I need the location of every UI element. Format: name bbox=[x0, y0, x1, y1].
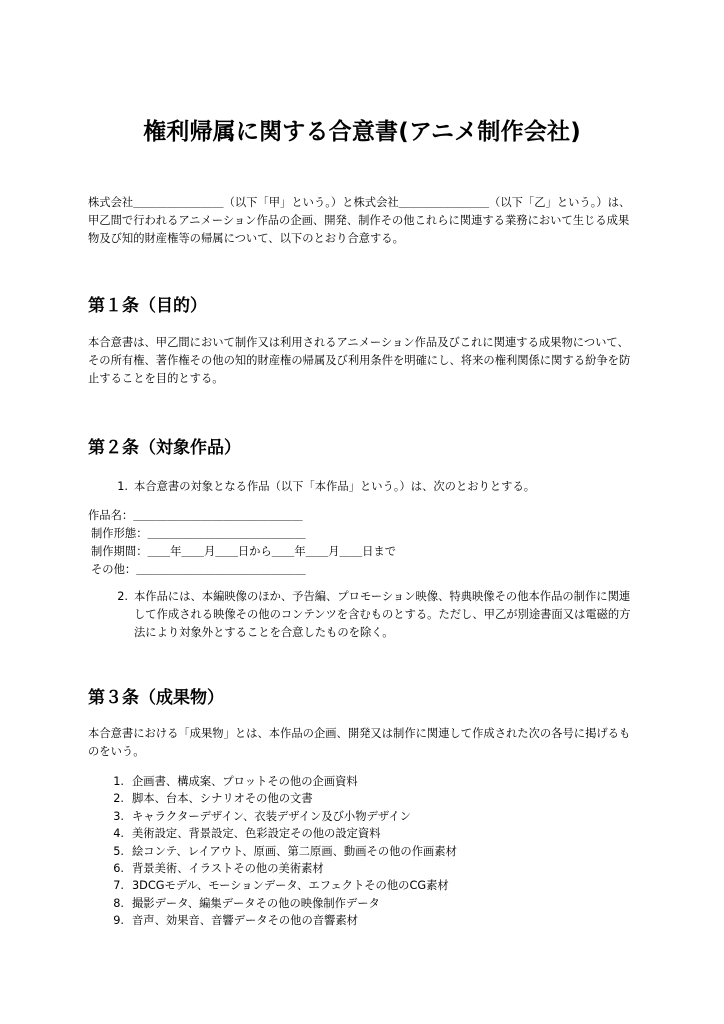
list-item-text: 音声、効果音、音響データその他の音響素材 bbox=[132, 914, 358, 928]
list-item-text: キャラクターデザイン、衣装デザイン及び小物デザイン bbox=[132, 809, 411, 823]
list-number: 1. bbox=[113, 775, 124, 788]
list-number: 2. bbox=[113, 792, 124, 806]
list-item bbox=[108, 808, 628, 825]
list-item bbox=[108, 825, 628, 842]
list-number: 7. bbox=[113, 879, 124, 893]
article-2-heading: 第２条（対象作品） bbox=[88, 438, 241, 458]
list-item bbox=[108, 895, 628, 912]
list-item-text: 3DCGモデル、モーションデータ、エフェクトその他のCG素材 bbox=[132, 879, 449, 893]
article-2-item-2 bbox=[108, 588, 640, 642]
document-title: 権利帰属に関する合意書(アニメ制作会社) bbox=[143, 119, 581, 145]
list-item-text: 脚本、台本、シナリオその他の文書 bbox=[132, 792, 313, 806]
preamble-paragraph: 株式会社＿＿＿＿＿＿＿＿（以下「甲」という。）と株式会社＿＿＿＿＿＿＿＿（以下「乙」という。）は、甲乙間で行われるアニメーション作品の企画、開発、制作その他これらに関連する業務において生じる成果物及び知的財産権等の帰属について、以下のとおり合意する。 bbox=[88, 196, 631, 245]
field-production-period: 制作期間：＿＿年＿＿月＿＿日から＿＿年＿＿月＿＿日まで bbox=[91, 545, 397, 558]
list-item bbox=[108, 912, 628, 929]
list-number: 3. bbox=[113, 809, 124, 823]
list-item bbox=[108, 773, 628, 790]
list-number: 4. bbox=[113, 827, 124, 841]
list-item bbox=[108, 843, 628, 860]
list-number: 1. bbox=[117, 480, 128, 493]
field-other: その他：＿＿＿＿＿＿＿＿＿＿＿＿＿＿＿ bbox=[91, 563, 306, 576]
article-3-heading: 第３条（成果物） bbox=[88, 688, 224, 708]
list-item bbox=[108, 877, 628, 894]
field-production-format: 制作形態：＿＿＿＿＿＿＿＿＿＿＿＿＿＿ bbox=[91, 527, 306, 540]
list-number: 2. bbox=[117, 590, 128, 603]
list-number: 8. bbox=[113, 896, 124, 910]
list-item-text: 背景美術、イラストその他の美術素材 bbox=[132, 861, 324, 875]
list-item-text: 撮影データ、編集データその他の映像制作データ bbox=[132, 896, 380, 910]
list-item-text: 企画書、構成案、プロットその他の企画資料 bbox=[132, 775, 358, 788]
article-1-body: 本合意書は、甲乙間において制作又は利用されるアニメーション作品及びこれに関連する成果物について、その所有権、著作権その他の知的財産権の帰属及び利用条件を明確にし、将来の権利関係に関する紛争を防止することを目的とする。 bbox=[88, 336, 631, 385]
field-work-title: 作品名：＿＿＿＿＿＿＿＿＿＿＿＿＿＿＿ bbox=[88, 509, 303, 522]
list-item-text: 本合意書の対象となる作品（以下「本作品」という。）は、次のとおりとする。 bbox=[134, 480, 536, 493]
list-number: 9. bbox=[113, 914, 124, 928]
list-number: 5. bbox=[113, 844, 124, 858]
list-item-text: 絵コンテ、レイアウト、原画、第二原画、動画その他の作画素材 bbox=[132, 844, 457, 858]
list-item bbox=[108, 790, 628, 807]
list-item-text: 本作品には、本編映像のほか、予告編、プロモーション映像、特典映像その他本作品の制作に関連して作成される映像その他のコンテンツを含むものとする。ただし、甲乙が別途書面又は電磁的方法により対象外とすることを合意したものを除く。 bbox=[134, 590, 631, 639]
list-item bbox=[108, 860, 628, 877]
article-1-heading: 第１条（目的） bbox=[88, 296, 207, 316]
deliverables-list bbox=[108, 773, 628, 930]
article-3-body: 本合意書における「成果物」とは、本作品の企画、開発又は制作に関連して作成された次の各号に掲げるものをいう。 bbox=[88, 727, 631, 758]
list-number: 6. bbox=[113, 861, 124, 875]
list-item-text: 美術設定、背景設定、色彩設定その他の設定資料 bbox=[132, 827, 381, 841]
article-2-item-1 bbox=[108, 478, 640, 496]
